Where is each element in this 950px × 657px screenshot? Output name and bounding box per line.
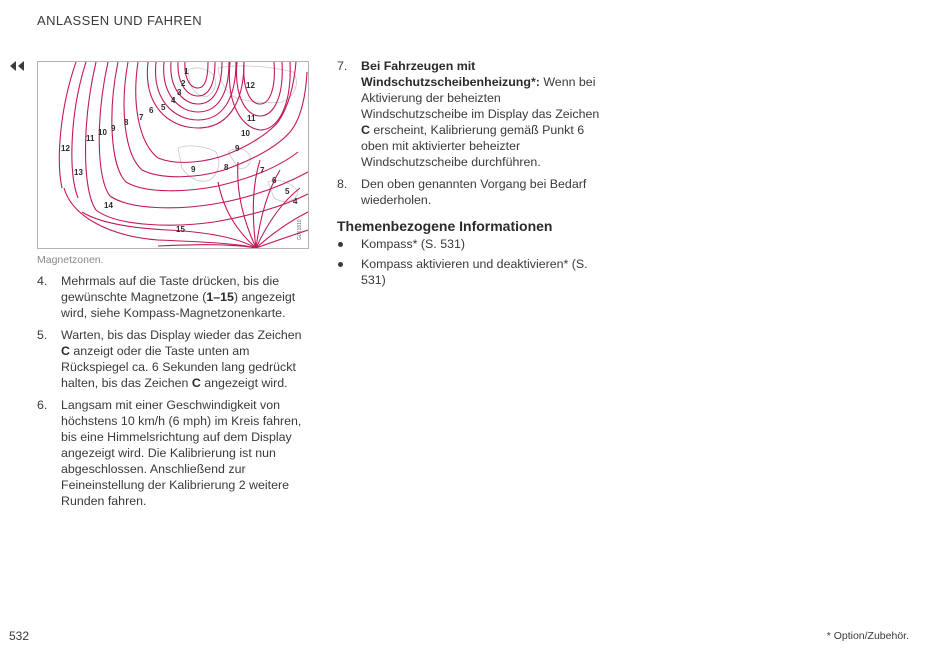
zone-label: 9 bbox=[111, 124, 116, 133]
magnetic-zone-map-svg bbox=[38, 62, 308, 248]
step-number: 4. bbox=[37, 274, 48, 288]
step-8 bbox=[337, 176, 609, 208]
steps-list-left bbox=[37, 273, 309, 515]
figure-code: G061810 bbox=[297, 219, 303, 240]
step-text: Langsam mit einer Geschwindigkeit von höchstens 10 km/h (6 mph) im Kreis fahren, bis eine Himmelsrichtung auf dem Display angezeigt wird. Die Kalibrierung ist nun abgeschlossen. Anschließend zur Feineinstellung der Kalibrierung 2 weitere Runden fahren. bbox=[61, 398, 302, 508]
step-number: 7. bbox=[337, 59, 348, 73]
zone-label: 11 bbox=[86, 134, 95, 143]
page-number: 532 bbox=[9, 629, 30, 643]
section-title: ANLASSEN UND FAHREN bbox=[37, 13, 203, 28]
step-6 bbox=[37, 397, 309, 509]
zone-label: 2 bbox=[181, 79, 186, 88]
zone-label: 14 bbox=[104, 201, 113, 210]
step-text: Warten, bis das Display wieder das Zeichen bbox=[61, 328, 302, 342]
zone-label: 9 bbox=[235, 144, 240, 153]
related-link-text[interactable]: Kompass* (S. 531) bbox=[361, 237, 465, 251]
isogonic-contours bbox=[59, 62, 308, 248]
step-5 bbox=[37, 327, 309, 391]
zone-label: 8 bbox=[124, 118, 129, 127]
zone-label: 8 bbox=[224, 163, 229, 172]
zone-label: 11 bbox=[247, 114, 256, 123]
zone-label: 7 bbox=[260, 166, 265, 175]
step-text: anzeigt oder die Taste unten am Rückspiegel ca. 6 Sekunden lang gedrückt halten, bis das Zeichen bbox=[61, 344, 296, 390]
zone-label: 12 bbox=[246, 81, 255, 90]
zone-label: 7 bbox=[139, 113, 144, 122]
step-text: Mehrmals auf die Taste drücken, bis die gewünschte Magnetzone ( bbox=[61, 274, 280, 304]
related-link-compass[interactable] bbox=[337, 236, 609, 252]
bullet-icon bbox=[338, 242, 343, 247]
symbol-c: C bbox=[191, 376, 201, 390]
zone-label: 12 bbox=[61, 144, 70, 153]
step-text: Wenn bei Aktivierung der beheizten Windschutzscheibe im Display das Zeichen bbox=[361, 75, 600, 121]
bullet-icon bbox=[338, 262, 343, 267]
step-text: angezeigt wird. bbox=[200, 376, 288, 390]
step-heading: Bei Fahrzeugen mit Windschutzscheibenheizung bbox=[361, 59, 531, 89]
zone-label: 15 bbox=[176, 225, 185, 234]
figure-caption: Magnetzonen. bbox=[37, 254, 104, 266]
footnote: * Option/Zubehör. bbox=[826, 630, 909, 642]
zone-label: 5 bbox=[285, 187, 290, 196]
step-7 bbox=[337, 58, 609, 170]
zone-label: 10 bbox=[241, 129, 250, 138]
zone-label: 5 bbox=[161, 103, 166, 112]
step-text: ) angezeigt wird, siehe Kompass-Magnetzonenkarte. bbox=[61, 290, 296, 320]
related-link-compass-toggle[interactable] bbox=[337, 256, 609, 288]
option-marker: *: bbox=[530, 75, 540, 89]
step-4 bbox=[37, 273, 309, 321]
zone-range: 1–15 bbox=[206, 290, 234, 304]
double-left-arrow-icon[interactable] bbox=[9, 60, 25, 72]
zone-label: 3 bbox=[177, 88, 182, 97]
step-text: erscheint, Kalibrierung gemäß Punkt 6 oben mit aktivierter beheizter Windschutzscheibe durchführen. bbox=[361, 123, 585, 169]
zone-label: 4 bbox=[293, 197, 298, 206]
zone-label: 10 bbox=[98, 128, 107, 137]
right-column bbox=[337, 58, 609, 292]
step-number: 5. bbox=[37, 328, 48, 342]
zone-label: 1 bbox=[184, 67, 189, 76]
zone-label: 13 bbox=[74, 168, 83, 177]
step-text: Den oben genannten Vorgang bei Bedarf wiederholen. bbox=[361, 177, 587, 207]
related-link-text[interactable]: Kompass aktivieren und deaktivieren* (S. 531) bbox=[361, 257, 588, 287]
symbol-c: C bbox=[361, 123, 370, 137]
zone-label: 6 bbox=[149, 106, 154, 115]
zone-label: 4 bbox=[171, 96, 176, 105]
magnetic-zone-map bbox=[37, 61, 309, 249]
step-number: 6. bbox=[37, 398, 48, 412]
related-info-heading: Themenbezogene Informationen bbox=[337, 218, 553, 234]
step-number: 8. bbox=[337, 177, 348, 191]
zone-label: 9 bbox=[191, 165, 196, 174]
zone-label: 6 bbox=[272, 176, 277, 185]
symbol-c: C bbox=[61, 344, 70, 358]
zone-labels bbox=[61, 67, 298, 234]
